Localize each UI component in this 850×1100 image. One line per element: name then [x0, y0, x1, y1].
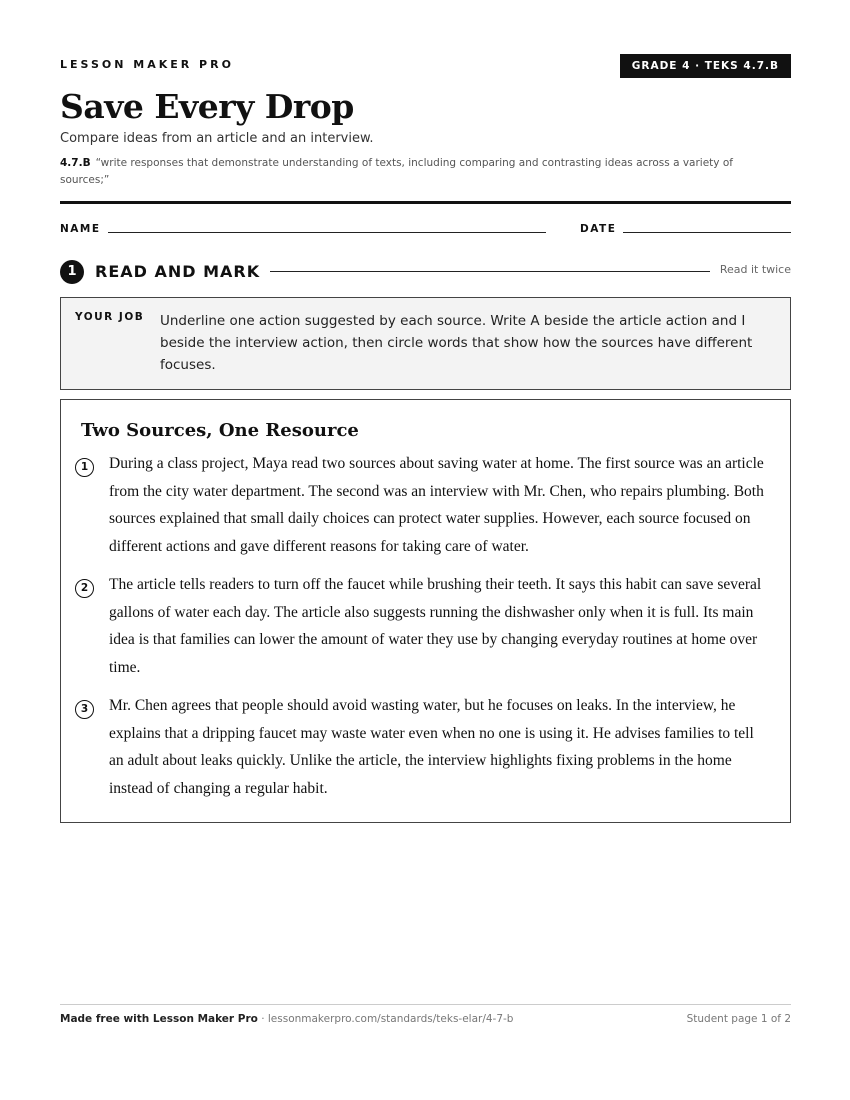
paragraph-number: 3	[75, 700, 94, 719]
name-label: NAME	[60, 223, 101, 235]
standard-description	[60, 155, 760, 189]
paragraph-text: During a class project, Maya read two sources about saving water at home. The first source was an article from the city water department. The second was an interview with Mr. Chen, who repairs plumbing. Both sources explained that small daily choices can protect water supplies. However, each source focused on different actions and gave different reasons for taking care of water.	[109, 455, 764, 555]
section-number-badge: 1	[60, 260, 84, 284]
date-field[interactable]	[623, 232, 791, 233]
header-divider	[60, 201, 791, 204]
instructions-box	[60, 297, 791, 390]
section-divider	[270, 271, 710, 272]
footer-url: · lessonmakerpro.com/standards/teks-elar/4-7-b	[257, 1013, 514, 1025]
footer-credit	[60, 1012, 513, 1026]
date-label: DATE	[580, 223, 617, 235]
passage-title: Two Sources, One Resource	[81, 420, 359, 441]
standard-code: 4.7.B	[60, 157, 91, 169]
paragraph-text: Mr. Chen agrees that people should avoid wasting water, but he focuses on leaks. In the interview, he explains that a dripping faucet may waste water even when no one is using it. He advises families to tell an adult about leaks quickly. Unlike the article, the interview highlights fixing problems in the home instead of changing a regular habit.	[109, 697, 754, 797]
name-field[interactable]	[108, 232, 546, 233]
footer-page-number: Student page 1 of 2	[686, 1013, 791, 1025]
brand-name: LESSON MAKER PRO	[60, 58, 234, 71]
footer-made-with: Made free with Lesson Maker Pro	[60, 1013, 258, 1025]
section-note: Read it twice	[719, 263, 791, 276]
standard-text: “write responses that demonstrate understanding of texts, including comparing and contrasting ideas across a variety of sources;”	[60, 157, 733, 186]
page-subtitle: Compare ideas from an article and an interview.	[60, 131, 374, 146]
instructions-label: YOUR JOB	[75, 311, 145, 323]
footer-divider	[60, 1004, 791, 1005]
paragraph-number: 1	[75, 458, 94, 477]
worksheet-page	[60, 0, 791, 1100]
instructions-text: Underline one action suggested by each source. Write A beside the article action and I beside the interview action, then circle words that show how the sources have different focuses.	[160, 313, 753, 373]
grade-badge: GRADE 4 · TEKS 4.7.B	[620, 54, 791, 78]
paragraph-number: 2	[75, 579, 94, 598]
paragraph-text: The article tells readers to turn off the faucet while brushing their teeth. It says this habit can save several gallons of water each day. The article also suggests running the dishwasher only when it is full. Its main idea is that families can lower the amount of water they use by changing everyday routines at home over time.	[109, 576, 762, 676]
section-title: READ AND MARK	[95, 262, 261, 281]
passage-box	[60, 399, 791, 823]
page-title: Save Every Drop	[60, 87, 354, 126]
